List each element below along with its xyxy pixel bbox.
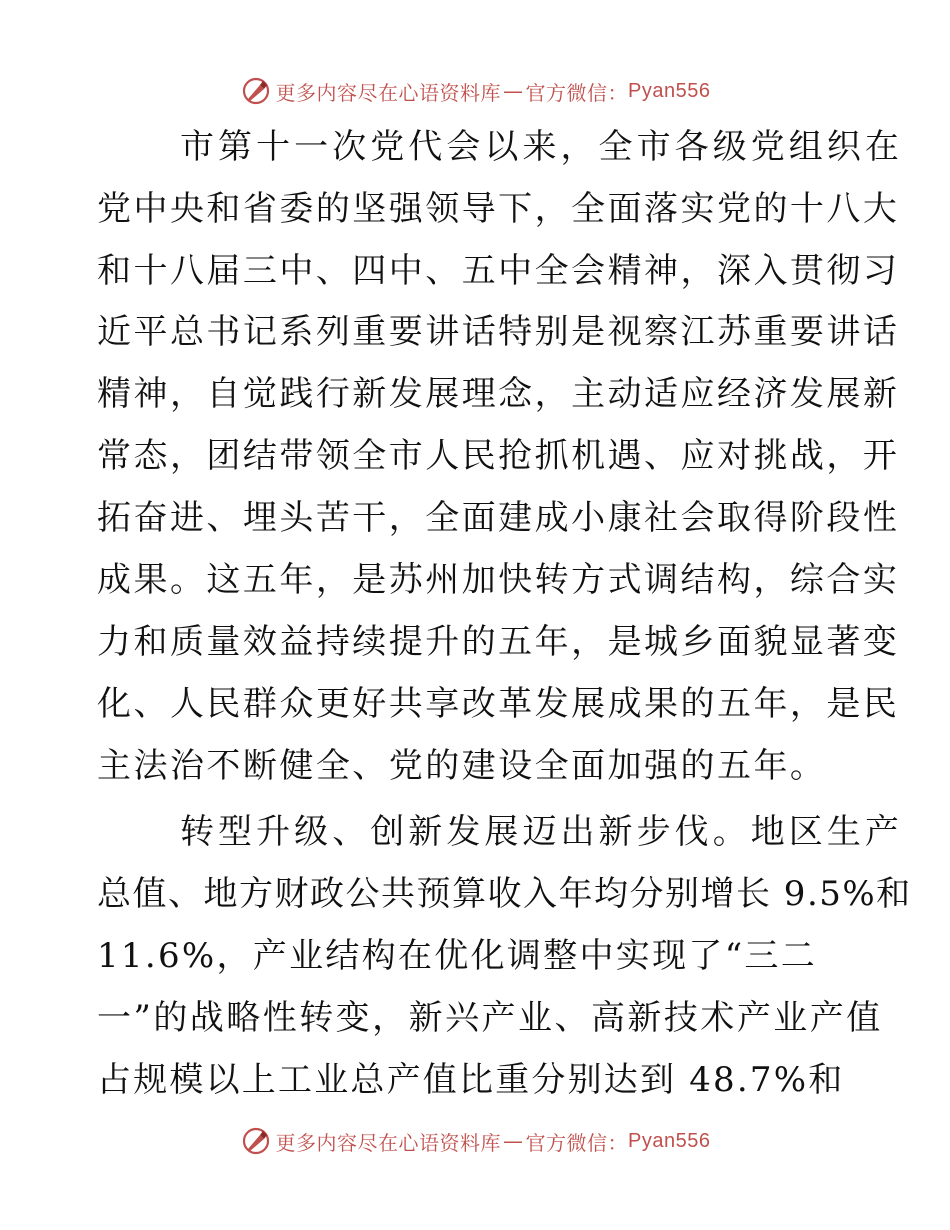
watermark-official-label: 官方微信：: [525, 80, 629, 105]
body-line: 一”的战略性转变，新兴产业、高新技术产业产值: [97, 998, 883, 1038]
watermark-text: 更多内容尽在心语资料库: [275, 1130, 502, 1155]
footer-watermark: [0, 1121, 950, 1161]
body-line: 力和质量效益持续提升的五年，是城乡面貌显著变: [97, 622, 900, 662]
header-watermark: [0, 71, 950, 111]
body-line: 和十八届三中、四中、五中全会精神，深入贯彻习: [97, 251, 900, 291]
pen-nib-logo-icon: [240, 75, 272, 107]
body-line: 拓奋进、埋头苦干，全面建成小康社会取得阶段性: [97, 498, 900, 538]
body-line: 精神，自觉践行新发展理念，主动适应经济发展新: [97, 374, 900, 414]
body-line: 化、人民群众更好共享改革发展成果的五年，是民: [97, 684, 900, 724]
body-line: 占规模以上工业总产值比重分别达到 48.7%和: [97, 1060, 845, 1100]
body-line: 转型升级、创新发展迈出新步伐。地区生产: [180, 812, 903, 852]
watermark-separator: —: [503, 1129, 524, 1153]
body-line: 成果。这五年，是苏州加快转方式调结构，综合实: [97, 560, 900, 600]
watermark-account: Pyan556: [628, 79, 711, 102]
watermark-text: 更多内容尽在心语资料库: [275, 80, 502, 105]
body-line: 近平总书记系列重要讲话特别是视察江苏重要讲话: [97, 312, 900, 352]
watermark-separator: —: [503, 79, 524, 103]
watermark-official-label: 官方微信：: [525, 1130, 629, 1155]
body-line: 主法治不断健全、党的建设全面加强的五年。: [97, 746, 827, 786]
pen-nib-logo-icon: [240, 1125, 272, 1157]
body-line: 党中央和省委的坚强领导下，全面落实党的十八大: [97, 189, 900, 229]
watermark-account: Pyan556: [628, 1129, 711, 1152]
body-line: 市第十一次党代会以来，全市各级党组织在: [180, 127, 903, 167]
body-line: 总值、地方财政公共预算收入年均分别增长 9.5%和: [97, 874, 912, 914]
body-line: 常态，团结带领全市人民抢抓机遇、应对挑战，开: [97, 436, 900, 476]
body-line: 11.6%，产业结构在优化调整中实现了“三二: [97, 936, 817, 976]
